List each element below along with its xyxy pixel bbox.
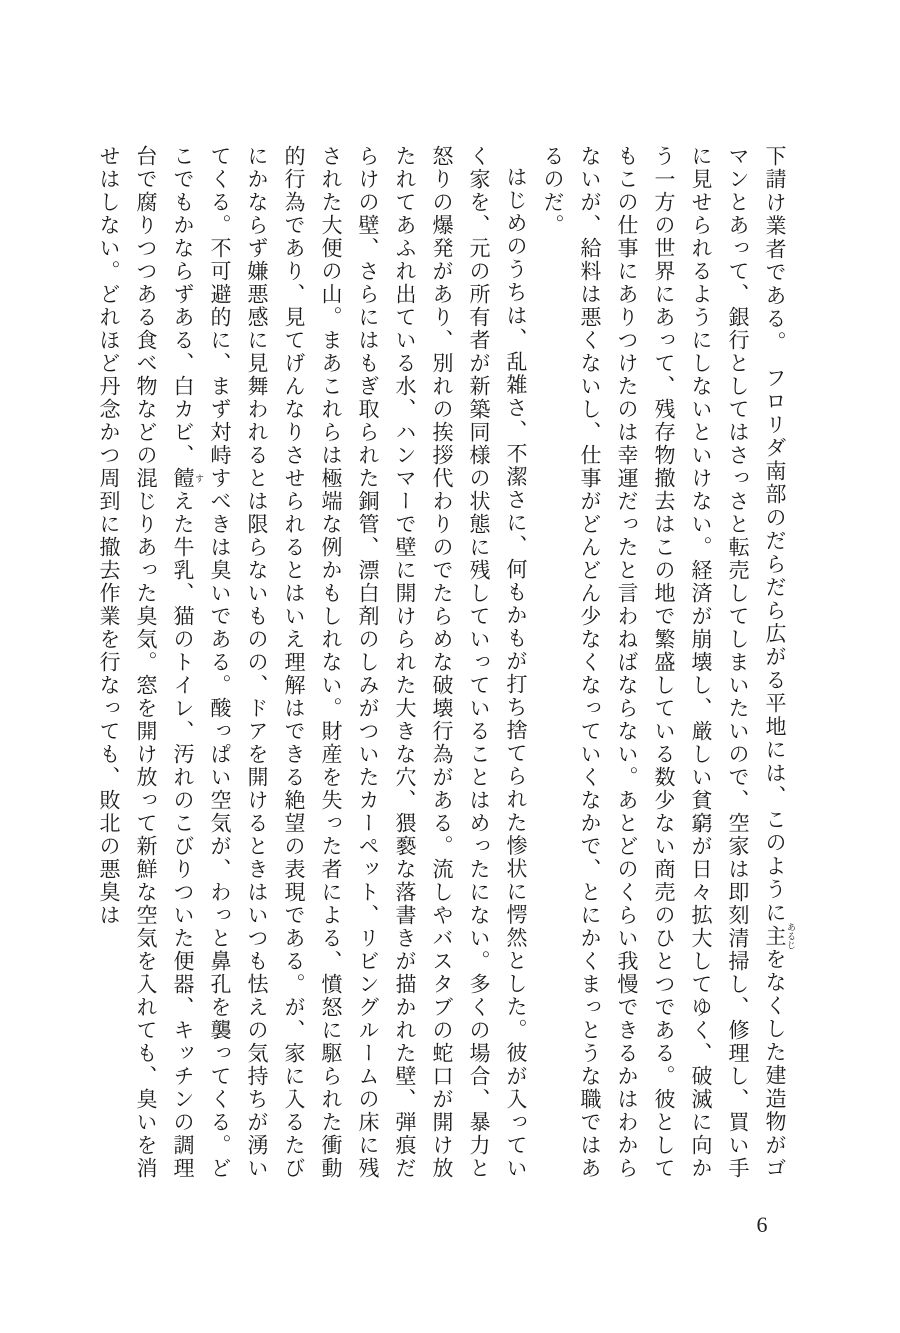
ruby-annotated-word: 饐 す [171,467,204,490]
ruby-annotated-word: 主 あるじ [763,922,796,950]
paragraph: はじめのうちは、乱雑さ、不潔さに、何もかもが打ち捨てられた惨状に愕然とした。彼が入っていく家を、元の所有者が新築同様の状態に残していっていることはめったにない。多くの場合、暴力と怒りの爆発があり、別れの挨拶代わりのでたらめな破壊行為がある。流しやバスタブの蛇口が開け放たれてあふれ出ている水、ハンマーで壁に開けられた大きな穴、猥褻な落書きが描かれた壁、弾痕だらけの壁、さらにはもぎ取られた銅管、漂白剤のしみがついたカーペット、リビングルームの床に残された大便の山。まあこれらは極端な例かもしれない。財産を失った者による、憤怒に駆られた衝動的行為であり、見てげんなりさせられるとはいえ理解はできる絶望の表現である。が、家に入るたびにかならず嫌悪感に見舞われるとは限らないものの、ドアを開けるときはいつも怯えの気持ちが湧いてくる。不可避的に、まず対峙すべきは臭いである。酸っぱい空気が、わっと鼻孔を襲ってくる。どこでもかならずある、白カビ、饐 すえた牛乳、猫のトイレ、汚れのこびりついた便器、キッチンの調理台で腐りつつある食べ物などの混じりあった臭気。窓を開け放って新鮮な空気を入れても、臭いを消せはしない。どれほど丹念かつ周到に撤去作業を行なっても、敗北の悪臭は [97,145,528,1180]
page-number: 6 [756,1212,768,1237]
paragraph: 下請け業者である。 フロリダ南部のだらだら広がる平地には、このように主 あるじをなくした建造物がゴマンとあって、銀行としてはさっさと転売してしまいたいので、空家は即刻清掃し、修理し、買い手に見せられるようにしないといけない。経済が崩壊し、厳しい貧窮が日々拡大してゆく、破滅に向かう一方の世界にあって、残存物撤去はこの地で繁盛している数少ない商売のひとつである。彼としてもこの仕事にありつけたのは幸運だったと言わねばならない。あとどのくらい我慢できるかはわからないが、給料は悪くないし、仕事がどんどん少なくなっていくなかで、とにかくまっとうな職ではあるのだ。 [541,145,796,1181]
body-text [88,145,796,1180]
